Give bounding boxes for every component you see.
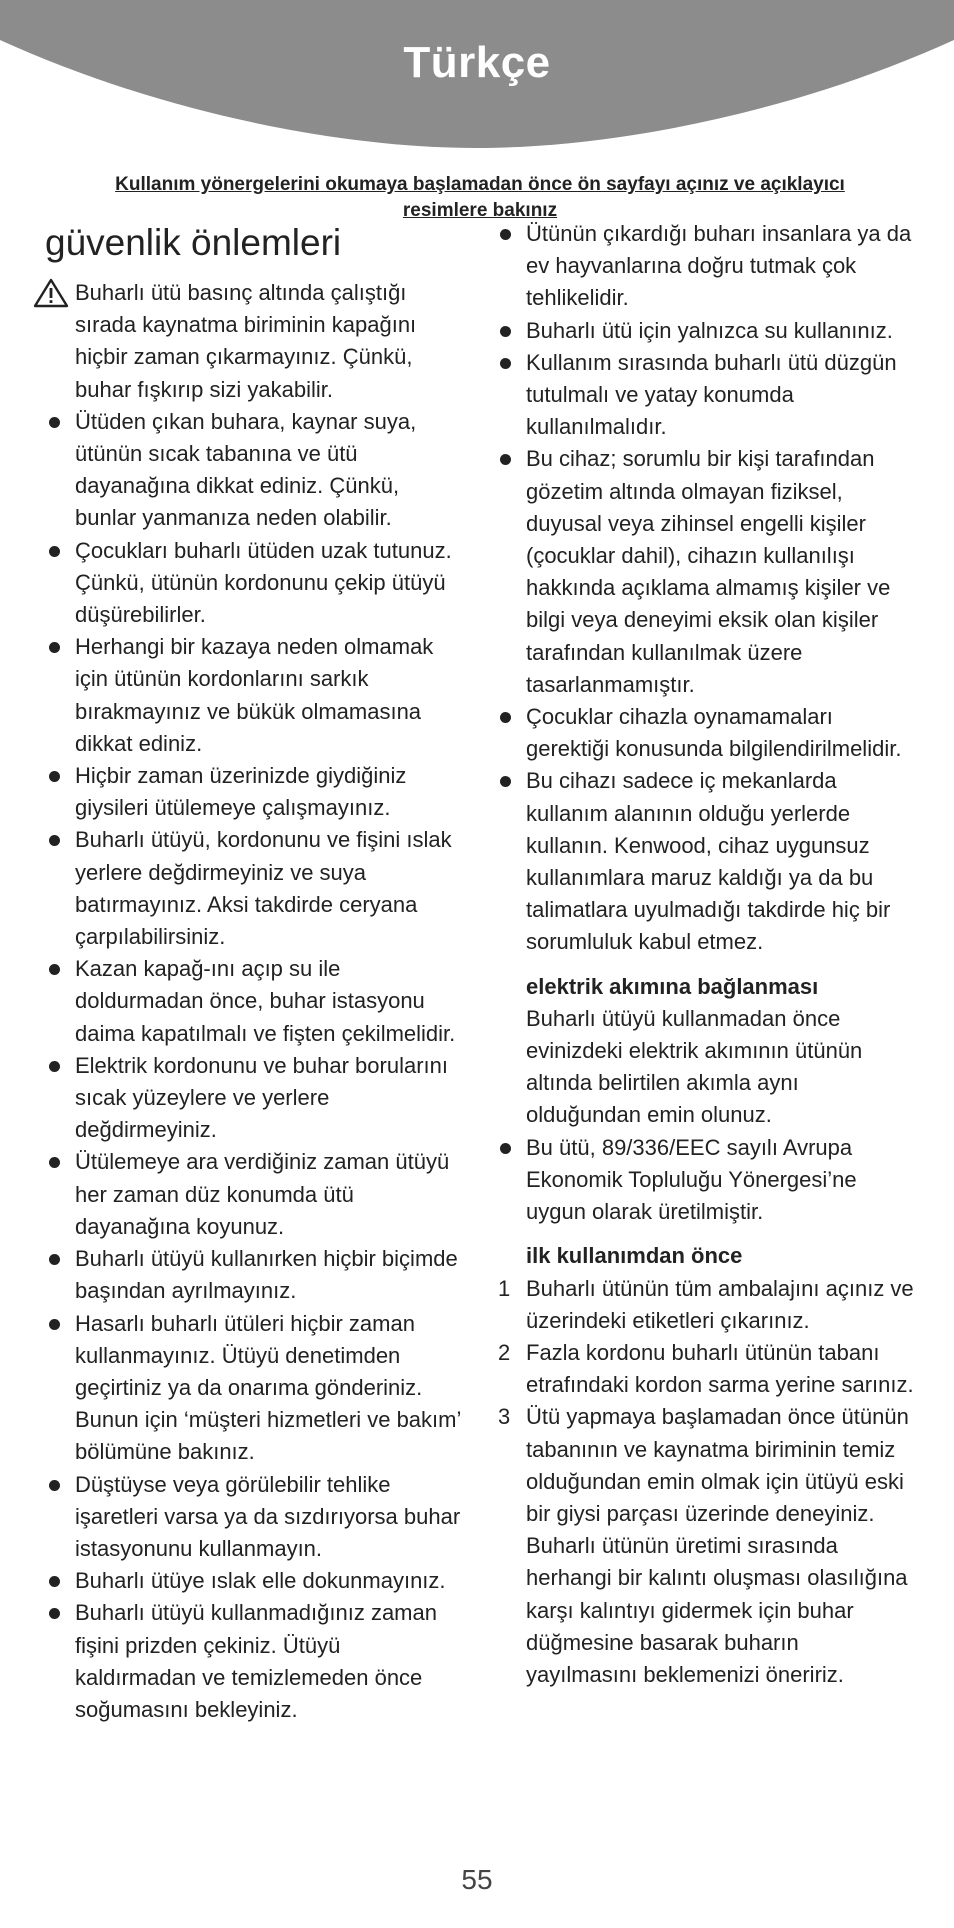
bullet-icon: [500, 1143, 511, 1154]
list-item-text: Bu ütü, 89/336/EEC sayılı Avrupa Ekonomik Topluluğu Yönergesi’ne uygun olarak üretilmiştir.: [526, 1134, 857, 1225]
bullet-icon: [49, 1319, 60, 1330]
bullet-icon: [49, 642, 60, 653]
safety-list-continued: [496, 218, 916, 959]
bullet-icon: [500, 229, 511, 240]
list-item-text: Çocuklar cihazla oynamamaları gerektiği konusunda bilgilendirilmelidir.: [526, 704, 902, 762]
list-item: [45, 1469, 465, 1566]
bullet-icon: [49, 1576, 60, 1587]
list-item: [45, 1243, 465, 1307]
bullet-icon: [49, 771, 60, 782]
step-text: Buharlı ütünün tüm ambalajını açınız ve üzerindeki etiketleri çıkarınız.: [526, 1275, 914, 1333]
list-item-text: Buharlı ütüyü, kordonunu ve fişini ıslak yerlere değdirmeyiniz ve suya batırmayınız. Aksi takdirde ceryana çarpılabilirsiniz.: [75, 827, 452, 950]
bullet-icon: [49, 1157, 60, 1168]
page-title: Türkçe: [403, 38, 551, 87]
header-banner: [0, 0, 954, 175]
first-use-steps: [496, 1273, 916, 1692]
section-heading-electric: elektrik akımına bağlanması: [526, 973, 819, 999]
bullet-icon: [500, 454, 511, 465]
list-item: [496, 443, 916, 701]
list-item: [45, 1308, 465, 1469]
list-item: [45, 1146, 465, 1243]
step-item: [496, 1401, 916, 1691]
list-item-text: Hiçbir zaman üzerinizde giydiğiniz giysileri ütülemeye çalışmayınız.: [75, 763, 407, 821]
list-item: [45, 1597, 465, 1726]
list-item: [45, 631, 465, 760]
bullet-icon: [49, 1480, 60, 1491]
list-item: [45, 535, 465, 632]
bullet-icon: [49, 964, 60, 975]
list-item: [496, 1132, 916, 1229]
bullet-icon: [49, 1254, 60, 1265]
list-item: [496, 218, 916, 315]
section-heading-safety: güvenlik önlemleri: [45, 222, 342, 263]
step-item: [496, 1337, 916, 1401]
bullet-icon: [49, 546, 60, 557]
list-item-text: Buharlı ütüyü kullanmadığınız zaman fişini prizden çekiniz. Ütüyü kaldırmadan ve temizlemeden önce soğumasını bekleyiniz.: [75, 1600, 437, 1722]
section-heading-first-use: ilk kullanımdan önce: [526, 1243, 743, 1269]
intro-note: Kullanım yönergelerini okumaya başlamadan önce ön sayfayı açınız ve açıklayıcı resimlere bakınız: [115, 174, 845, 221]
page-number: 55: [461, 1864, 493, 1895]
bullet-icon: [49, 417, 60, 428]
bullet-icon: [500, 326, 511, 337]
list-item-text: Kazan kapağ-ını açıp su ile doldurmadan önce, buhar istasyonu daima kapatılmalı ve fişten çekilmelidir.: [75, 956, 456, 1046]
bullet-icon: [49, 1608, 60, 1619]
left-column: [45, 218, 465, 1726]
list-item-text: Bu cihaz; sorumlu bir kişi tarafından gözetim altında olmayan fiziksel, duyusal veya zihinsel engelli kişiler (çocuklar dahil), cihazın kullanılışı hakkında açıklama almamış kişiler ve bilgi veya deneyimi eksik olan kişiler tarafından kullanılmak üzere tasarlanmamıştır.: [526, 446, 891, 697]
warning-item-text: Buharlı ütü basınç altında çalıştığı sırada kaynatma biriminin kapağını hiçbir zaman çıkarmayınız. Çünkü, buhar fışkırıp sizi yakabilir.: [75, 280, 417, 402]
safety-list: [45, 277, 465, 1726]
list-item-text: Ütünün çıkardığı buharı insanlara ya da ev hayvanlarına doğru tutmak çok tehlikelidir.: [526, 221, 912, 311]
list-item: [45, 1565, 465, 1597]
step-number: 1: [498, 1275, 511, 1301]
electric-list: [496, 1132, 916, 1229]
step-number: 3: [498, 1404, 511, 1430]
step-text: Fazla kordonu buharlı ütünün tabanı etrafındaki kordon sarma yerine sarınız.: [526, 1339, 914, 1398]
bullet-icon: [49, 835, 60, 846]
list-item: [496, 347, 916, 444]
list-item: [45, 953, 465, 1050]
list-item-text: Elektrik kordonunu ve buhar borularını sıcak yüzeylere ve yerlere değdirmeyiniz.: [75, 1052, 448, 1143]
right-column: [496, 218, 916, 1691]
bullet-icon: [500, 776, 511, 787]
list-item-text: Ütülemeye ara verdiğiniz zaman ütüyü her zaman düz konumda ütü dayanağına koyunuz.: [75, 1149, 450, 1239]
list-item: [45, 760, 465, 824]
list-item-text: Çocukları buharlı ütüden uzak tutunuz. Çünkü, ütünün kordonunu çekip ütüyü düşürebilirler.: [75, 537, 452, 628]
bullet-icon: [500, 358, 511, 369]
bullet-icon: [500, 712, 511, 723]
warning-triangle-icon: [33, 278, 69, 308]
step-item: [496, 1273, 916, 1337]
list-item-text: Buharlı ütüye ıslak elle dokunmayınız.: [75, 1568, 446, 1594]
warning-item: [45, 277, 465, 406]
step-number: 2: [498, 1339, 511, 1365]
list-item-text: Hasarlı buharlı ütüleri hiçbir zaman kullanmayınız. Ütüyü denetimden geçirtiniz ya da onarıma gönderiniz. Bunun için ‘müşteri hizmetleri ve bakım’ bölümüne bakınız.: [75, 1310, 461, 1465]
list-item-text: Kullanım sırasında buharlı ütü düzgün tutulmalı ve yatay konumda kullanılmalıdır.: [526, 349, 897, 440]
step-text: Ütü yapmaya başlamadan önce ütünün tabanının ve kaynatma biriminin temiz olduğundan emin olmak için ütüyü eski bir giysi parçası üzerinde deneyiniz. Buharlı ütünün üretimi sırasında herhangi bir kalıntı oluşması olasılığına karşı kalıntıyı gidermek için buhar düğmesine basarak buharın yayılmasını beklemenizi öneririz.: [526, 1404, 909, 1687]
list-item: [496, 765, 916, 958]
list-item: [496, 315, 916, 347]
list-item: [45, 824, 465, 953]
list-item: [496, 701, 916, 765]
list-item-text: Buharlı ütüyü kullanırken hiçbir biçimde başından ayrılmayınız.: [75, 1246, 458, 1304]
list-item-text: Buharlı ütü için yalnızca su kullanınız.: [526, 317, 893, 343]
list-item-text: Ütüden çıkan buhara, kaynar suya, ütünün sıcak tabanına ve ütü dayanağına dikkat ediniz. Çünkü, bunlar yanmanıza neden olabilir.: [75, 408, 417, 531]
list-item: [45, 1050, 465, 1147]
list-item-text: Herhangi bir kazaya neden olmamak için ütünün kordonlarını sarkık bırakmayınız ve bükük olmamasına dikkat ediniz.: [75, 634, 434, 756]
list-item: [45, 406, 465, 535]
list-item-text: Bu cihazı sadece iç mekanlarda kullanım alanının olduğu yerlerde kullanın. Kenwood, cihaz uygunsuz kullanımlara maruz kaldığı ya da bu talimatlara uyulmadığı takdirde hiç bir sorumluluk kabul etmez.: [526, 768, 891, 955]
list-item-text: Düştüyse veya görülebilir tehlike işaretleri varsa ya da sızdırıyorsa buhar istasyonunu kullanmayın.: [75, 1471, 461, 1561]
bullet-icon: [49, 1061, 60, 1072]
electric-paragraph: Buharlı ütüyü kullanmadan önce evinizdeki elektrik akımının ütünün altında belirtilen akımla aynı olduğundan emin olunuz.: [526, 1005, 863, 1128]
